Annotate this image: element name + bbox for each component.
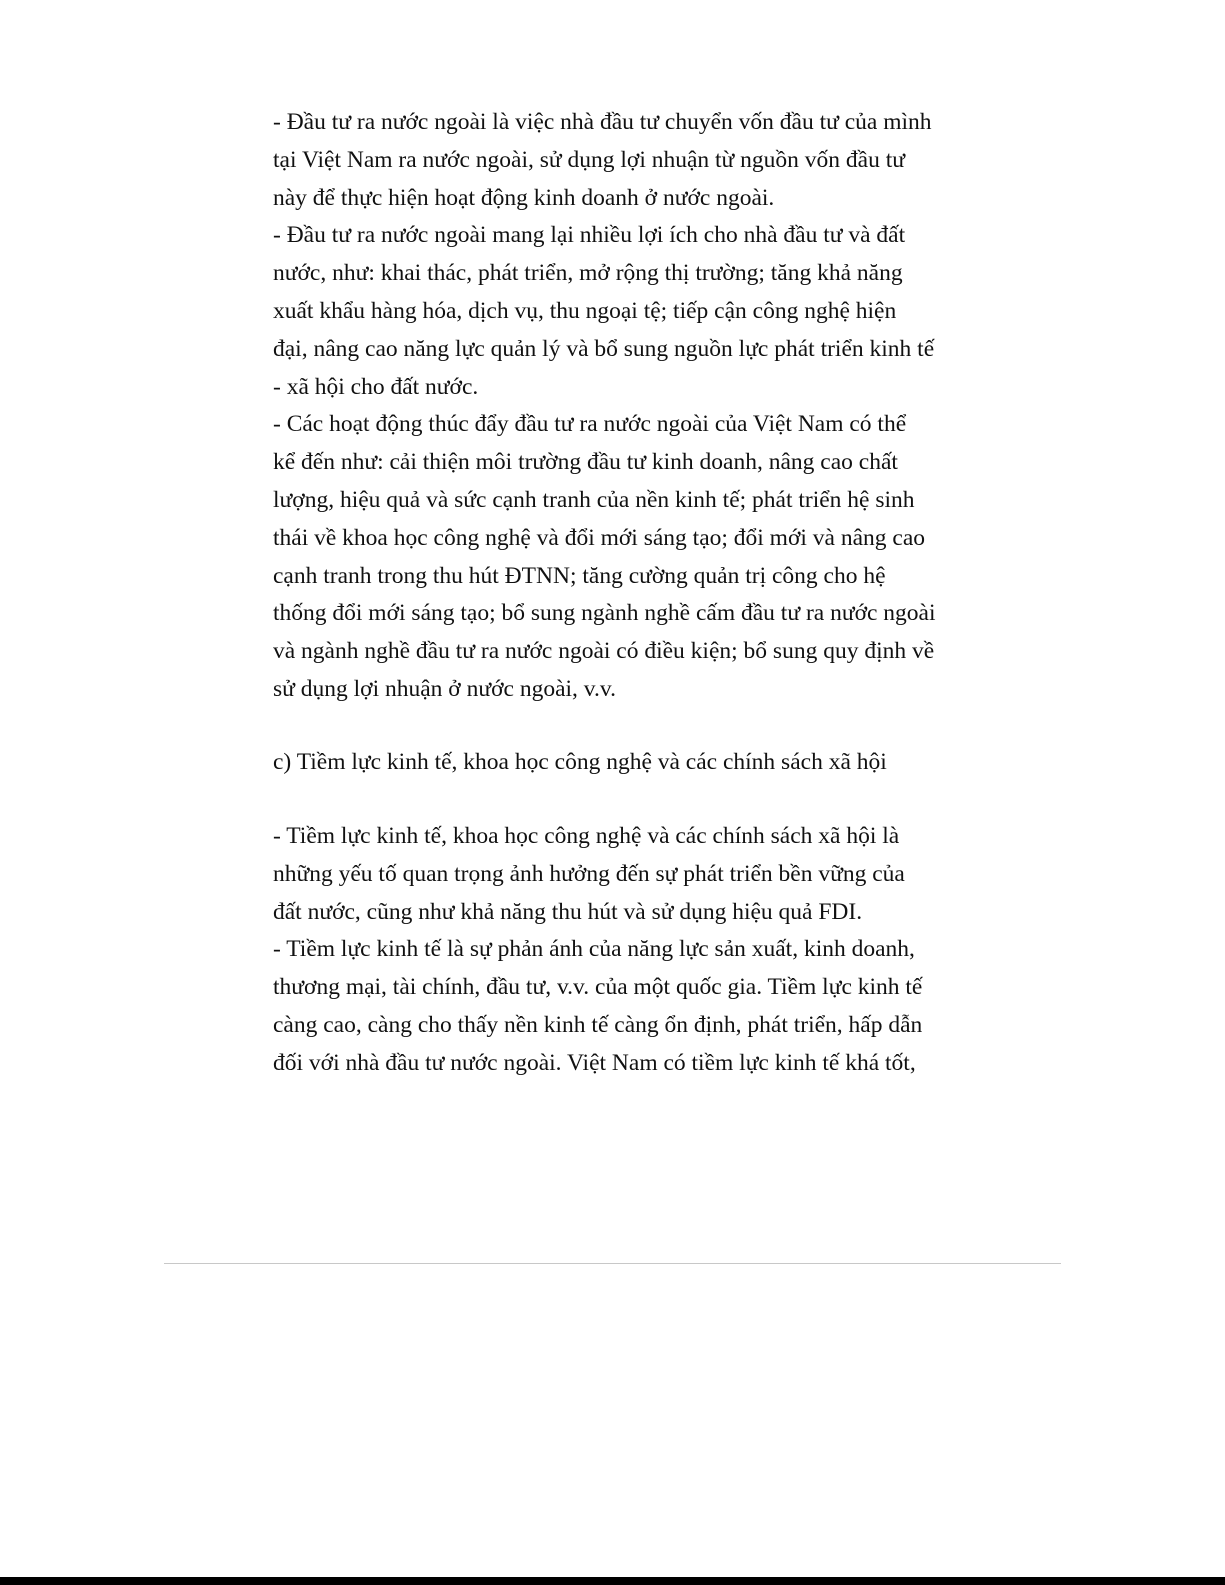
section-b-body-text: - Đầu tư ra nước ngoài là việc nhà đầu tư chuyển vốn đầu tư của mình tại Việt Nam ra nước ngoài, sử dụng lợi nhuận từ nguồn vốn đầu tư này để thực hiện hoạt động kinh doanh ở nước ngoài. - Đầu tư ra nước ngoài mang lại nhiều lợi ích cho nhà đầu tư và đất nước, như: khai thác, phát triển, mở rộng thị trường; tăng khả năng xuất khẩu hàng hóa, dịch vụ, thu ngoại tệ; tiếp cận công nghệ hiện đại, nâng cao năng lực quản lý và bổ sung nguồn lực phát triển kinh tế - xã hội cho đất nước. - Các hoạt động thúc đẩy đầu tư ra nước ngoài của Việt Nam có thể kể đến như: cải thiện môi trường đầu tư kinh doanh, nâng cao chất lượng, hiệu quả và sức cạnh tranh của nền kinh tế; phát triển hệ sinh thái về khoa học công nghệ và đổi mới sáng tạo; đổi mới và nâng cao cạnh tranh trong thu hút ĐTNN; tăng cường quản trị công cho hệ thống đổi mới sáng tạo; bổ sung ngành nghề cấm đầu tư ra nước ngoài và ngành nghề đầu tư ra nước ngoài có điều kiện; bổ sung quy định về sử dụng lợi nhuận ở nước ngoài, v.v.	[273, 109, 936, 702]
page-divider	[164, 1263, 1061, 1264]
section-c-heading: c) Tiềm lực kinh tế, khoa học công nghệ và các chính sách xã hội	[273, 749, 887, 775]
section-c-body-text: - Tiềm lực kinh tế, khoa học công nghệ và các chính sách xã hội là những yếu tố quan trọng ảnh hưởng đến sự phát triển bền vững của đất nước, cũng như khả năng thu hút và sử dụng hiệu quả FDI. - Tiềm lực kinh tế là sự phản ánh của năng lực sản xuất, kinh doanh, thương mại, tài chính, đầu tư, v.v. của một quốc gia. Tiềm lực kinh tế càng cao, càng cho thấy nền kinh tế càng ổn định, phát triển, hấp dẫn đối với nhà đầu tư nước ngoài. Việt Nam có tiềm lực kinh tế khá tốt,	[273, 823, 923, 1076]
bottom-edge-strip	[0, 1577, 1225, 1585]
